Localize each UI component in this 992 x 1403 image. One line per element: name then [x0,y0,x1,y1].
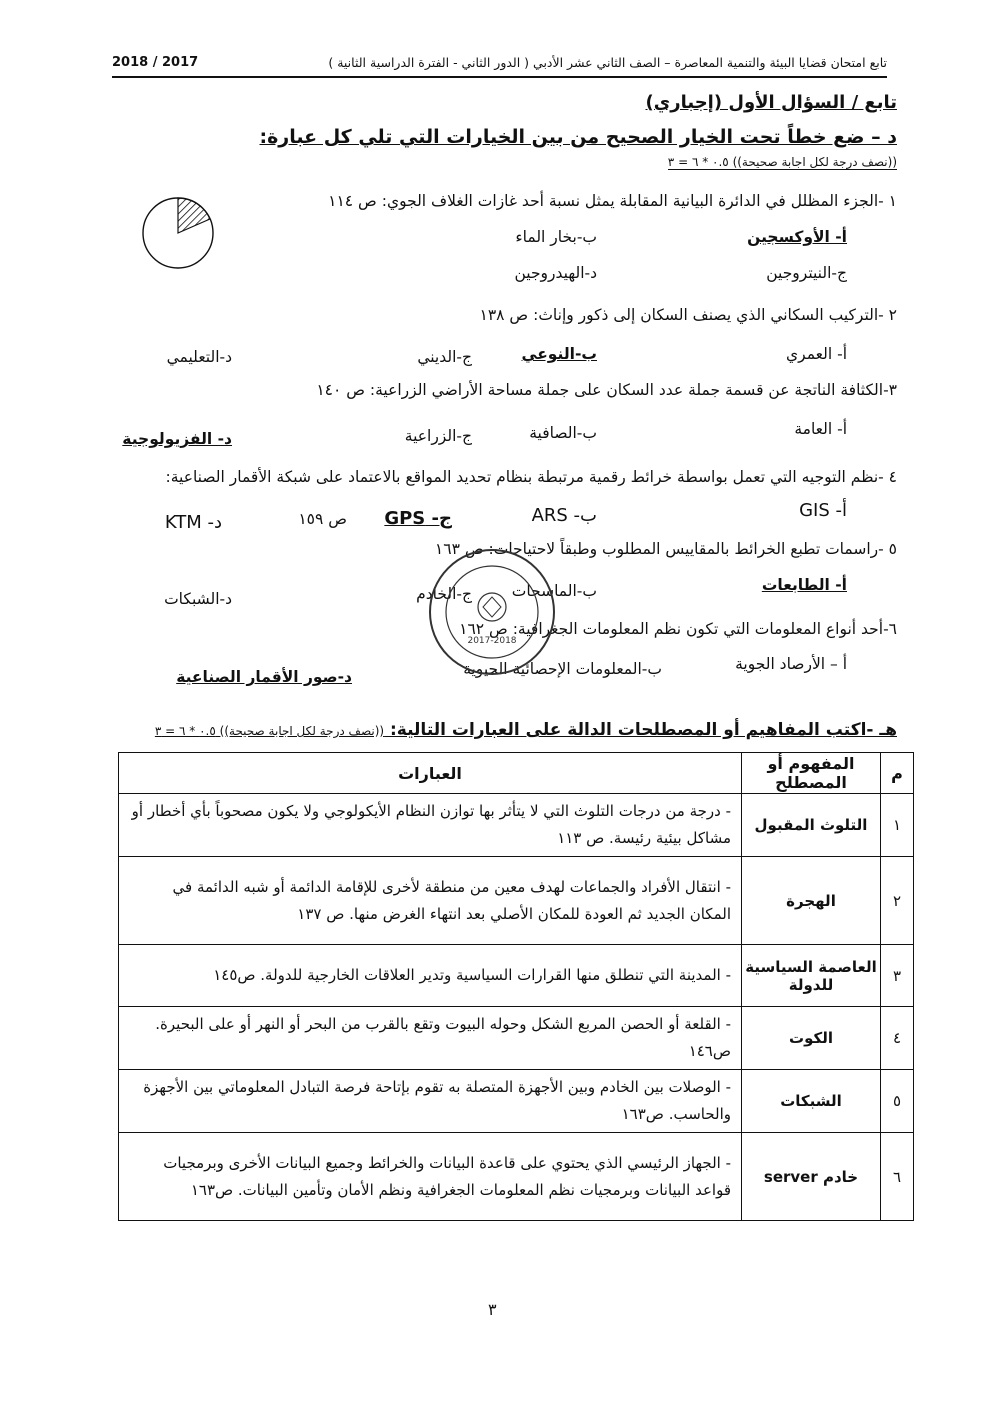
item-4-option-c: ج- GPS [384,508,452,529]
col-statement-header: العبارات [119,753,742,794]
row-number: ١ [881,794,914,857]
row-number: ٣ [881,945,914,1007]
table-row [119,1007,914,1070]
row-number: ٥ [881,1070,914,1133]
table-row [119,794,914,857]
header-text: تابع امتحان قضايا البيئة والتنمية المعاصرة – الصف الثاني عشر الأدبي ( الدور الثاني - الفترة الدراسية الثانية ) [328,55,887,70]
svg-text:2017-2018: 2017-2018 [467,636,517,646]
item-2-option-b: ب-النوعي [521,345,597,363]
row-statement: - المدينة التي تنطلق منها القرارات السياسية وتدير العلاقات الخارجية للدولة. ص١٤٥ [119,945,742,1007]
row-term: التلوث المقبول [742,794,881,857]
row-term: الكوت [742,1007,881,1070]
item-4-option-c-page: ص ١٥٩ [298,510,347,528]
row-term: الشبكات [742,1070,881,1133]
item-6-question: ٦-أحد أنواع المعلومات التي تكون نظم المعلومات الجغرافية: ص ١٦٢ [459,620,897,638]
table-row [119,945,914,1007]
row-term: خادم server [742,1133,881,1221]
col-number-header: م [881,753,914,794]
page-number: ٣ [488,1300,497,1319]
item-2-option-a: أ- العمري [786,345,847,363]
item-3-option-b: ب-الصافية [529,424,597,442]
item-3-question: ٣-الكثافة الناتجة عن قسمة جملة عدد السكان على جملة مساحة الأراضي الزراعية: ص ١٤٠ [316,381,897,399]
item-6-option-b: ب-المعلومات الإحصائية الحيوية [463,660,662,678]
row-statement: - درجة من درجات التلوث التي لا يتأثر بها توازن النظام الأيكولوجي ولا يكون مصحوباً بأي أخطار أو مشاكل بيئية رئيسة. ص ١١٣ [119,794,742,857]
pie-chart-icon [140,195,216,271]
item-5-option-d: د-الشبكات [164,590,232,608]
item-1-option-c: ج-النيتروجين [766,264,847,282]
item-2-question: ٢ -التركيب السكاني الذي يصنف السكان إلى ذكور وإناث: ص ١٣٨ [479,306,897,324]
part-d-grading: ((نصف درجة لكل اجابة صحيحة)) ٠.٥ * ٦ = ٣ [667,155,897,169]
item-6-option-d: د-صور الأقمار الصناعية [176,668,352,686]
item-3-option-c: ج-الزراعية [404,427,472,445]
item-4-option-d: د- KTM [164,512,222,533]
item-5-option-b: ب-الماسحات [511,582,597,600]
row-term: الهجرة [742,857,881,945]
part-e-title-text: هـ -اكتب المفاهيم أو المصطلحات الدالة على العبارات التالية: [390,720,897,740]
table-row [119,1133,914,1221]
question-title: تابع / السؤال الأول (إجباري) [645,92,897,113]
item-1-option-b: ب-بخار الماء [515,228,597,246]
row-statement: - انتقال الأفراد والجماعات لهدف معين من منطقة لأخرى للإقامة الدائمة أو شبه الدائمة في المكان الجديد ثم العودة للمكان الأصلي بعد انتهاء الغرض منها. ص ١٣٧ [119,857,742,945]
item-2-option-d: د-التعليمي [166,348,232,366]
item-4-question: ٤ -نظم التوجيه التي تعمل بواسطة خرائط رقمية مرتبطة بنظام تحديد المواقع بالاعتماد على شبكة الأقمار الصناعية: [165,468,897,486]
table-row [119,857,914,945]
item-5-question: ٥ -راسمات تطبع الخرائط بالمقاييس المطلوب وطبقاً لاحتياجات: ص ١٦٣ [434,540,897,558]
official-stamp [425,545,560,680]
part-e-grading: ((نصف درجة لكل اجابة صحيحة)) ٠.٥ * ٦ = ٣ [154,724,385,738]
item-6-option-a: أ – الأرصاد الجوية [735,655,847,673]
part-d-title: د – ضع خطاً تحت الخيار الصحيح من بين الخيارات التي تلي كل عبارة: [259,126,897,148]
item-4-option-a: أ- GIS [799,500,847,521]
item-5-option-c: ج-الخادم [416,585,472,603]
row-number: ٢ [881,857,914,945]
item-2-option-c: ج-الديني [417,348,472,366]
item-1-option-a: أ- الأوكسجين [747,228,847,246]
row-number: ٤ [881,1007,914,1070]
row-term: العاصمة السياسية للدولة [742,945,881,1007]
header-years: 2018 / 2017 [112,55,199,70]
row-number: ٦ [881,1133,914,1221]
col-term-header: المفهوم أو المصطلح [742,753,881,794]
item-1-question: ١ -الجزء المظلل في الدائرة البيانية المقابلة يمثل نسبة أحد غازات الغلاف الجوي: ص ١١٤ [328,192,897,210]
table-row [119,1070,914,1133]
part-e-title [155,720,897,740]
row-statement: - الجهاز الرئيسي الذي يحتوي على قاعدة البيانات والخرائط وجميع البيانات الأخرى وبرمجيات قواعد البيانات وبرمجيات نظم المعلومات الجغرافية ونظم الأمان وتأمين البيانات. ص١٦٣ [119,1133,742,1221]
terms-table [118,752,914,1221]
item-4-option-b: ب- ARS [531,505,597,526]
row-statement: - القلعة أو الحصن المربع الشكل وحوله البيوت وتقع بالقرب من البحر أو النهر أو على البحيرة. ص١٤٦ [119,1007,742,1070]
item-5-option-a: أ- الطابعات [761,576,847,594]
table-header-row [119,753,914,794]
page-header [112,55,887,78]
item-1-option-d: د-الهيدروجين [514,264,597,282]
item-3-option-d: د- الفزيولوجية [122,430,232,448]
row-statement: - الوصلات بين الخادم وبين الأجهزة المتصلة به تقوم بإتاحة فرصة التبادل المعلوماتي بين الأجهزة والحاسب. ص١٦٣ [119,1070,742,1133]
item-3-option-a: أ- العامة [794,420,847,438]
